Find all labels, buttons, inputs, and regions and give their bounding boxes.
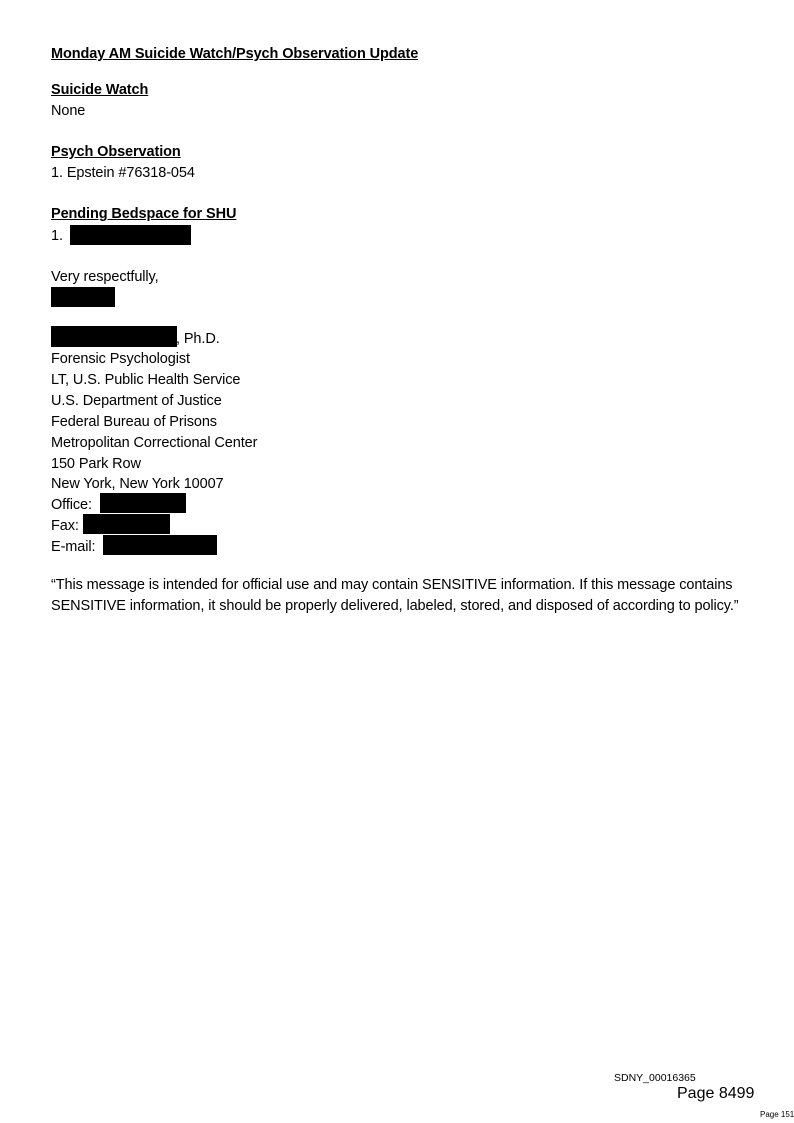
closing-line: Very respectfully, — [51, 269, 159, 285]
signature-line: Federal Bureau of Prisons — [51, 414, 217, 430]
signature-line: LT, U.S. Public Health Service — [51, 372, 241, 388]
fax-label: Fax: — [51, 518, 79, 534]
psych-observation-item: 1. Epstein #76318-054 — [51, 165, 195, 181]
suicide-watch-body: None — [51, 103, 86, 119]
redaction-bar — [51, 287, 115, 307]
signature-line: 150 Park Row — [51, 456, 141, 472]
signature-line: U.S. Department of Justice — [51, 393, 222, 409]
redaction-bar — [83, 514, 170, 534]
signature-line: Forensic Psychologist — [51, 351, 190, 367]
pending-bedspace-heading: Pending Bedspace for SHU — [51, 206, 237, 222]
redaction-bar — [51, 326, 177, 347]
suicide-watch-heading: Suicide Watch — [51, 82, 149, 98]
signature-line: Metropolitan Correctional Center — [51, 435, 258, 451]
email-label: E-mail: — [51, 539, 96, 555]
psych-observation-heading: Psych Observation — [51, 144, 181, 160]
page-number-small: Page 151 — [760, 1110, 794, 1119]
signature-line: New York, New York 10007 — [51, 476, 224, 492]
redaction-bar — [100, 493, 186, 513]
sensitivity-notice: “This message is intended for official use and may contain SENSITIVE information. If this message contains SENSITIVE information, it should be properly delivered, labeled, stored, and disposed of according to policy.” — [51, 577, 739, 614]
signature-credential: , Ph.D. — [176, 331, 220, 347]
office-label: Office: — [51, 497, 92, 513]
pending-bedspace-item-prefix: 1. — [51, 228, 63, 244]
page-number: Page 8499 — [677, 1085, 755, 1102]
redaction-bar — [103, 535, 217, 555]
document-title: Monday AM Suicide Watch/Psych Observation Update — [51, 46, 419, 62]
bates-number: SDNY_00016365 — [614, 1072, 696, 1084]
redaction-bar — [70, 225, 191, 245]
